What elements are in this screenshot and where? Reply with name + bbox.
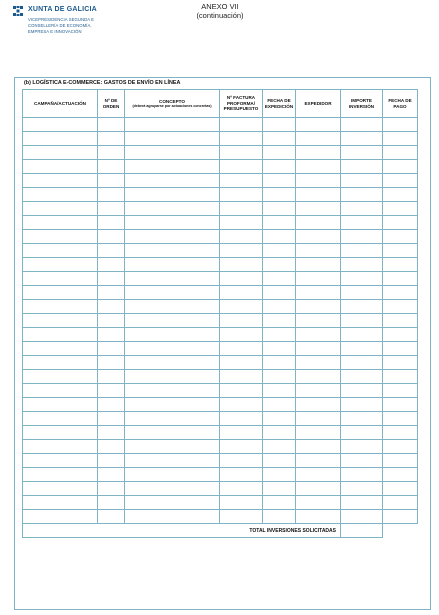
cell-importe[interactable]	[341, 440, 383, 454]
logo-line-1: VICEPRESIDENCIA SEGUNDA E	[28, 17, 95, 22]
cell-concepto[interactable]	[125, 370, 220, 384]
cell-fecha-expedicion[interactable]	[263, 454, 296, 468]
cell-campana[interactable]	[23, 146, 98, 160]
cell-importe[interactable]	[341, 328, 383, 342]
cell-fecha-expedicion[interactable]	[263, 132, 296, 146]
cell-expedidor[interactable]	[296, 412, 341, 426]
cell-fecha-expedicion[interactable]	[263, 370, 296, 384]
cell-fecha-pago[interactable]	[383, 132, 418, 146]
cell-campana[interactable]	[23, 160, 98, 174]
cell-campana[interactable]	[23, 342, 98, 356]
cell-campana[interactable]	[23, 440, 98, 454]
cell-fecha-pago[interactable]	[383, 370, 418, 384]
cell-concepto[interactable]	[125, 160, 220, 174]
cell-factura[interactable]	[220, 188, 263, 202]
cell-concepto[interactable]	[125, 132, 220, 146]
cell-orden[interactable]	[98, 342, 125, 356]
cell-importe[interactable]	[341, 174, 383, 188]
cell-fecha-pago[interactable]	[383, 426, 418, 440]
table-row	[23, 454, 418, 468]
cell-concepto[interactable]	[125, 300, 220, 314]
table-row	[23, 328, 418, 342]
cell-expedidor[interactable]	[296, 510, 341, 524]
cell-fecha-expedicion[interactable]	[263, 482, 296, 496]
cell-concepto[interactable]	[125, 482, 220, 496]
cell-fecha-expedicion[interactable]	[263, 118, 296, 132]
annex-heading	[180, 2, 260, 20]
total-blank	[383, 524, 418, 538]
cell-fecha-pago[interactable]	[383, 356, 418, 370]
cell-factura[interactable]	[220, 202, 263, 216]
cell-campana[interactable]	[23, 496, 98, 510]
cell-factura[interactable]	[220, 398, 263, 412]
cell-fecha-pago[interactable]	[383, 454, 418, 468]
cell-factura[interactable]	[220, 230, 263, 244]
cell-fecha-expedicion[interactable]	[263, 272, 296, 286]
cell-factura[interactable]	[220, 244, 263, 258]
cell-orden[interactable]	[98, 216, 125, 230]
cell-concepto[interactable]	[125, 230, 220, 244]
cell-expedidor[interactable]	[296, 230, 341, 244]
cell-importe[interactable]	[341, 300, 383, 314]
cell-importe[interactable]	[341, 202, 383, 216]
cell-fecha-expedicion[interactable]	[263, 160, 296, 174]
cell-fecha-pago[interactable]	[383, 342, 418, 356]
cell-fecha-expedicion[interactable]	[263, 244, 296, 258]
cell-campana[interactable]	[23, 370, 98, 384]
cell-expedidor[interactable]	[296, 132, 341, 146]
cell-orden[interactable]	[98, 384, 125, 398]
cell-fecha-expedicion[interactable]	[263, 286, 296, 300]
cell-fecha-expedicion[interactable]	[263, 384, 296, 398]
cell-expedidor[interactable]	[296, 286, 341, 300]
cell-concepto[interactable]	[125, 244, 220, 258]
table-row	[23, 258, 418, 272]
cell-fecha-pago[interactable]	[383, 160, 418, 174]
cell-importe[interactable]	[341, 118, 383, 132]
cell-campana[interactable]	[23, 510, 98, 524]
cell-concepto[interactable]	[125, 258, 220, 272]
cell-fecha-pago[interactable]	[383, 272, 418, 286]
cell-importe[interactable]	[341, 412, 383, 426]
cell-importe[interactable]	[341, 384, 383, 398]
cell-fecha-pago[interactable]	[383, 216, 418, 230]
cell-factura[interactable]	[220, 314, 263, 328]
cell-fecha-expedicion[interactable]	[263, 356, 296, 370]
table-row	[23, 230, 418, 244]
cell-factura[interactable]	[220, 300, 263, 314]
concepto-note: (deberá agruparse por actuaciones concretas)	[132, 104, 212, 109]
cell-factura[interactable]	[220, 132, 263, 146]
cell-fecha-expedicion[interactable]	[263, 496, 296, 510]
cell-fecha-pago[interactable]	[383, 328, 418, 342]
cell-fecha-expedicion[interactable]	[263, 398, 296, 412]
table-row	[23, 300, 418, 314]
cell-expedidor[interactable]	[296, 160, 341, 174]
cell-expedidor[interactable]	[296, 202, 341, 216]
cell-fecha-pago[interactable]	[383, 398, 418, 412]
cell-expedidor[interactable]	[296, 356, 341, 370]
cell-campana[interactable]	[23, 132, 98, 146]
cell-orden[interactable]	[98, 454, 125, 468]
cell-importe[interactable]	[341, 370, 383, 384]
cell-expedidor[interactable]	[296, 188, 341, 202]
cell-orden[interactable]	[98, 496, 125, 510]
table-row	[23, 342, 418, 356]
cell-factura[interactable]	[220, 370, 263, 384]
cell-factura[interactable]	[220, 426, 263, 440]
cell-fecha-expedicion[interactable]	[263, 202, 296, 216]
cell-importe[interactable]	[341, 244, 383, 258]
cell-expedidor[interactable]	[296, 258, 341, 272]
cell-concepto[interactable]	[125, 468, 220, 482]
cell-expedidor[interactable]	[296, 314, 341, 328]
cell-orden[interactable]	[98, 398, 125, 412]
table-row	[23, 132, 418, 146]
table-row	[23, 272, 418, 286]
cell-fecha-expedicion[interactable]	[263, 216, 296, 230]
cell-campana[interactable]	[23, 398, 98, 412]
table-row	[23, 314, 418, 328]
cell-fecha-pago[interactable]	[383, 468, 418, 482]
cell-importe[interactable]	[341, 272, 383, 286]
cell-fecha-expedicion[interactable]	[263, 230, 296, 244]
cell-concepto[interactable]	[125, 272, 220, 286]
cell-campana[interactable]	[23, 454, 98, 468]
cell-fecha-pago[interactable]	[383, 258, 418, 272]
cell-fecha-expedicion[interactable]	[263, 468, 296, 482]
cell-factura[interactable]	[220, 146, 263, 160]
col-header-fecha-pago: FECHA DE PAGO	[383, 90, 418, 118]
cell-importe[interactable]	[341, 510, 383, 524]
cell-concepto[interactable]	[125, 496, 220, 510]
cell-campana[interactable]	[23, 188, 98, 202]
cell-campana[interactable]	[23, 244, 98, 258]
cell-campana[interactable]	[23, 356, 98, 370]
col-header-orden: Nº DE ORDEN	[98, 90, 125, 118]
cell-fecha-expedicion[interactable]	[263, 188, 296, 202]
cell-factura[interactable]	[220, 286, 263, 300]
cell-fecha-pago[interactable]	[383, 412, 418, 426]
cell-orden[interactable]	[98, 412, 125, 426]
cell-expedidor[interactable]	[296, 146, 341, 160]
table-row	[23, 160, 418, 174]
annex-subtitle: (continuación)	[196, 11, 244, 20]
cell-factura[interactable]	[220, 160, 263, 174]
cell-campana[interactable]	[23, 426, 98, 440]
cell-fecha-pago[interactable]	[383, 440, 418, 454]
cell-campana[interactable]	[23, 482, 98, 496]
cell-fecha-expedicion[interactable]	[263, 510, 296, 524]
table-row	[23, 468, 418, 482]
cell-expedidor[interactable]	[296, 398, 341, 412]
col-header-concepto: CONCEPTO (deberá agruparse por actuaciones concretas)	[125, 90, 220, 118]
cell-campana[interactable]	[23, 174, 98, 188]
table-row	[23, 356, 418, 370]
cell-concepto[interactable]	[125, 314, 220, 328]
cell-expedidor[interactable]	[296, 244, 341, 258]
cell-concepto[interactable]	[125, 454, 220, 468]
table-row	[23, 188, 418, 202]
cell-expedidor[interactable]	[296, 216, 341, 230]
cell-factura[interactable]	[220, 342, 263, 356]
cell-concepto[interactable]	[125, 188, 220, 202]
table-row	[23, 244, 418, 258]
cell-fecha-expedicion[interactable]	[263, 328, 296, 342]
cell-campana[interactable]	[23, 202, 98, 216]
cell-orden[interactable]	[98, 286, 125, 300]
cell-fecha-pago[interactable]	[383, 230, 418, 244]
cell-fecha-pago[interactable]	[383, 510, 418, 524]
col-header-expedidor: EXPEDIDOR	[296, 90, 341, 118]
cell-fecha-expedicion[interactable]	[263, 412, 296, 426]
cell-orden[interactable]	[98, 440, 125, 454]
cell-fecha-pago[interactable]	[383, 314, 418, 328]
table-row	[23, 174, 418, 188]
expenses-table	[22, 89, 418, 538]
cell-orden[interactable]	[98, 230, 125, 244]
cell-orden[interactable]	[98, 244, 125, 258]
cell-fecha-expedicion[interactable]	[263, 426, 296, 440]
cell-fecha-pago[interactable]	[383, 300, 418, 314]
cell-importe[interactable]	[341, 132, 383, 146]
cell-factura[interactable]	[220, 454, 263, 468]
cell-fecha-pago[interactable]	[383, 244, 418, 258]
cell-concepto[interactable]	[125, 426, 220, 440]
cell-fecha-expedicion[interactable]	[263, 146, 296, 160]
cell-campana[interactable]	[23, 272, 98, 286]
cell-factura[interactable]	[220, 496, 263, 510]
cell-fecha-pago[interactable]	[383, 188, 418, 202]
cell-importe[interactable]	[341, 398, 383, 412]
cell-factura[interactable]	[220, 328, 263, 342]
xunta-cross-icon	[12, 5, 24, 17]
cell-importe[interactable]	[341, 454, 383, 468]
logo-line-3: EMPRESA E INNOVACIÓN	[28, 29, 82, 34]
logo-title: XUNTA DE GALICIA	[28, 6, 97, 13]
cell-concepto[interactable]	[125, 440, 220, 454]
cell-orden[interactable]	[98, 132, 125, 146]
cell-fecha-expedicion[interactable]	[263, 314, 296, 328]
cell-fecha-pago[interactable]	[383, 496, 418, 510]
cell-concepto[interactable]	[125, 216, 220, 230]
table-row	[23, 482, 418, 496]
cell-orden[interactable]	[98, 272, 125, 286]
cell-concepto[interactable]	[125, 328, 220, 342]
cell-fecha-pago[interactable]	[383, 384, 418, 398]
cell-expedidor[interactable]	[296, 496, 341, 510]
cell-importe[interactable]	[341, 258, 383, 272]
cell-campana[interactable]	[23, 468, 98, 482]
cell-fecha-expedicion[interactable]	[263, 342, 296, 356]
cell-orden[interactable]	[98, 426, 125, 440]
cell-expedidor[interactable]	[296, 384, 341, 398]
cell-expedidor[interactable]	[296, 174, 341, 188]
table-row	[23, 146, 418, 160]
table-row	[23, 426, 418, 440]
cell-campana[interactable]	[23, 412, 98, 426]
cell-campana[interactable]	[23, 286, 98, 300]
cell-factura[interactable]	[220, 118, 263, 132]
cell-importe[interactable]	[341, 230, 383, 244]
cell-fecha-expedicion[interactable]	[263, 258, 296, 272]
cell-importe[interactable]	[341, 160, 383, 174]
cell-importe[interactable]	[341, 286, 383, 300]
cell-importe[interactable]	[341, 468, 383, 482]
total-amount-field[interactable]	[341, 524, 383, 538]
cell-concepto[interactable]	[125, 412, 220, 426]
logo-line-2: CONSELLERÍA DE ECONOMÍA,	[28, 23, 92, 28]
annex-title: ANEXO VII	[201, 2, 239, 11]
cell-importe[interactable]	[341, 482, 383, 496]
cell-expedidor[interactable]	[296, 328, 341, 342]
table-row	[23, 118, 418, 132]
cell-campana[interactable]	[23, 300, 98, 314]
table-row	[23, 370, 418, 384]
cell-orden[interactable]	[98, 258, 125, 272]
cell-concepto[interactable]	[125, 146, 220, 160]
cell-orden[interactable]	[98, 510, 125, 524]
cell-orden[interactable]	[98, 482, 125, 496]
cell-factura[interactable]	[220, 384, 263, 398]
cell-expedidor[interactable]	[296, 440, 341, 454]
cell-orden[interactable]	[98, 174, 125, 188]
cell-expedidor[interactable]	[296, 342, 341, 356]
cell-fecha-pago[interactable]	[383, 482, 418, 496]
cell-concepto[interactable]	[125, 398, 220, 412]
cell-orden[interactable]	[98, 188, 125, 202]
col-header-fecha-expedicion: FECHA DE EXPEDICIÓN	[263, 90, 296, 118]
cell-fecha-pago[interactable]	[383, 202, 418, 216]
cell-orden[interactable]	[98, 468, 125, 482]
cell-concepto[interactable]	[125, 118, 220, 132]
cell-concepto[interactable]	[125, 342, 220, 356]
table-row	[23, 412, 418, 426]
cell-expedidor[interactable]	[296, 300, 341, 314]
cell-orden[interactable]	[98, 300, 125, 314]
cell-importe[interactable]	[341, 426, 383, 440]
cell-expedidor[interactable]	[296, 370, 341, 384]
cell-orden[interactable]	[98, 328, 125, 342]
table-row	[23, 510, 418, 524]
table-row	[23, 216, 418, 230]
cell-expedidor[interactable]	[296, 272, 341, 286]
cell-concepto[interactable]	[125, 286, 220, 300]
cell-fecha-pago[interactable]	[383, 146, 418, 160]
cell-expedidor[interactable]	[296, 468, 341, 482]
cell-concepto[interactable]	[125, 510, 220, 524]
cell-factura[interactable]	[220, 412, 263, 426]
cell-fecha-expedicion[interactable]	[263, 440, 296, 454]
col-header-factura: Nº FACTURA PROFORMA/ PRESUPUESTO	[220, 90, 263, 118]
table-header-row	[23, 90, 418, 118]
cell-orden[interactable]	[98, 118, 125, 132]
cell-campana[interactable]	[23, 314, 98, 328]
cell-factura[interactable]	[220, 258, 263, 272]
table-row	[23, 286, 418, 300]
cell-importe[interactable]	[341, 146, 383, 160]
cell-orden[interactable]	[98, 370, 125, 384]
cell-importe[interactable]	[341, 188, 383, 202]
cell-campana[interactable]	[23, 258, 98, 272]
table-row	[23, 440, 418, 454]
xunta-logo	[12, 5, 122, 37]
cell-importe[interactable]	[341, 216, 383, 230]
cell-campana[interactable]	[23, 384, 98, 398]
cell-factura[interactable]	[220, 468, 263, 482]
cell-factura[interactable]	[220, 440, 263, 454]
total-row	[23, 524, 418, 538]
cell-factura[interactable]	[220, 482, 263, 496]
cell-expedidor[interactable]	[296, 118, 341, 132]
cell-importe[interactable]	[341, 496, 383, 510]
section-title: (b) LOGÍSTICA E-COMMERCE: GASTOS DE ENVÍO EN LÍNEA	[24, 80, 181, 86]
table-row	[23, 398, 418, 412]
total-label: TOTAL INVERSIONES SOLICITADAS	[23, 524, 341, 538]
col-header-importe: IMPORTE INVERSIÓN	[341, 90, 383, 118]
col-header-campana: CAMPAÑA/ACTUACIÓN	[23, 90, 98, 118]
table-row	[23, 496, 418, 510]
cell-expedidor[interactable]	[296, 482, 341, 496]
cell-fecha-pago[interactable]	[383, 118, 418, 132]
cell-orden[interactable]	[98, 160, 125, 174]
cell-orden[interactable]	[98, 314, 125, 328]
cell-fecha-expedicion[interactable]	[263, 174, 296, 188]
table-row	[23, 384, 418, 398]
cell-importe[interactable]	[341, 342, 383, 356]
cell-campana[interactable]	[23, 328, 98, 342]
cell-factura[interactable]	[220, 272, 263, 286]
cell-factura[interactable]	[220, 174, 263, 188]
cell-fecha-expedicion[interactable]	[263, 300, 296, 314]
cell-campana[interactable]	[23, 216, 98, 230]
cell-orden[interactable]	[98, 202, 125, 216]
cell-expedidor[interactable]	[296, 454, 341, 468]
cell-factura[interactable]	[220, 510, 263, 524]
cell-factura[interactable]	[220, 356, 263, 370]
cell-expedidor[interactable]	[296, 426, 341, 440]
cell-campana[interactable]	[23, 230, 98, 244]
cell-concepto[interactable]	[125, 174, 220, 188]
table-row	[23, 202, 418, 216]
cell-fecha-pago[interactable]	[383, 286, 418, 300]
cell-concepto[interactable]	[125, 202, 220, 216]
expenses-table-wrapper	[22, 89, 418, 538]
cell-orden[interactable]	[98, 356, 125, 370]
cell-importe[interactable]	[341, 356, 383, 370]
cell-campana[interactable]	[23, 118, 98, 132]
cell-concepto[interactable]	[125, 384, 220, 398]
cell-factura[interactable]	[220, 216, 263, 230]
cell-importe[interactable]	[341, 314, 383, 328]
cell-orden[interactable]	[98, 146, 125, 160]
cell-fecha-pago[interactable]	[383, 174, 418, 188]
cell-concepto[interactable]	[125, 356, 220, 370]
